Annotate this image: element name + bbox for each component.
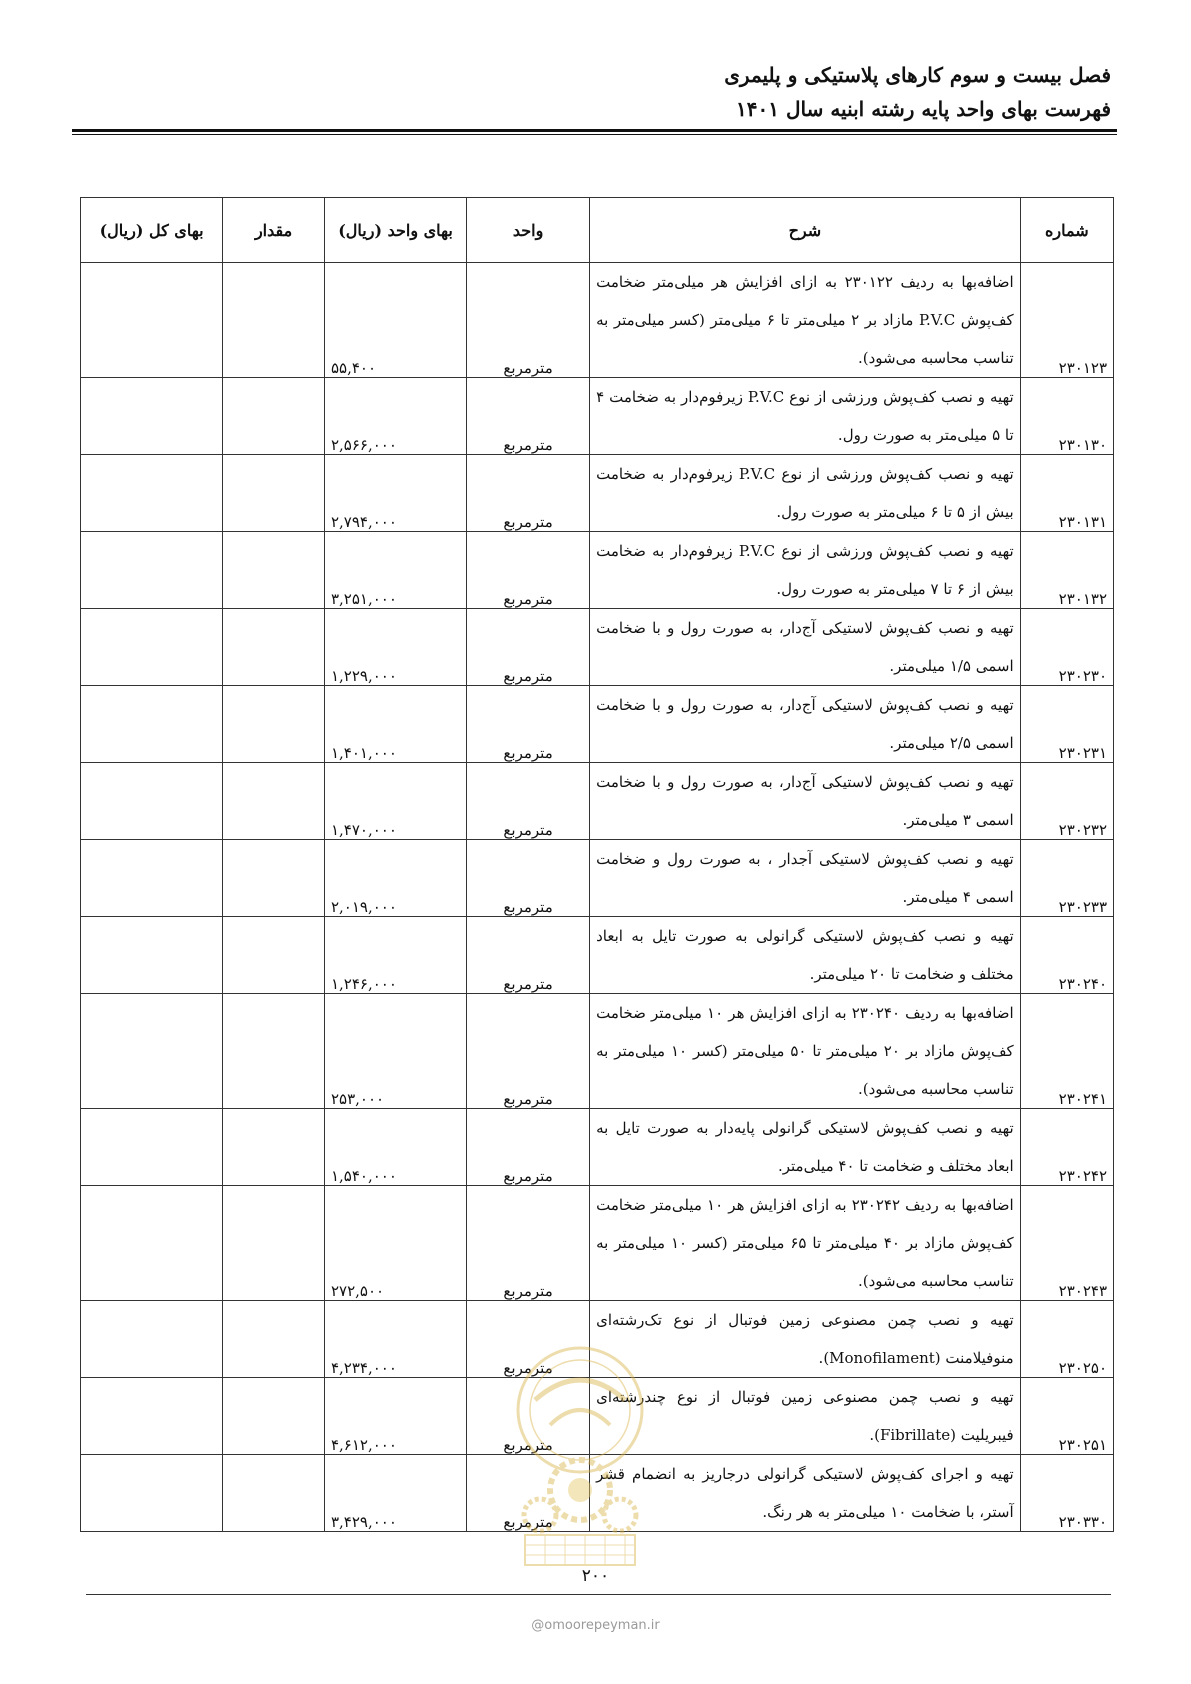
column-header-quantity: مقدار [223, 198, 325, 263]
item-unit: مترمربع [467, 763, 590, 840]
item-description: تهیه و نصب کف‌پوش لاستیکی گرانولی به صورت تایل به ابعاد مختلف و ضخامت تا ۲۰ میلی‌متر. [590, 917, 1021, 994]
item-quantity [223, 763, 325, 840]
header-rule-thin [72, 134, 1117, 135]
item-number: ۲۳۰۲۴۱ [1020, 994, 1113, 1109]
item-unit-price: ۱,۵۴۰,۰۰۰ [324, 1109, 466, 1186]
item-quantity [223, 609, 325, 686]
item-number: ۲۳۰۱۲۳ [1020, 263, 1113, 378]
item-number: ۲۳۰۲۳۲ [1020, 763, 1113, 840]
item-number: ۲۳۰۲۳۳ [1020, 840, 1113, 917]
table-row [81, 1186, 1114, 1301]
item-number: ۲۳۰۲۴۳ [1020, 1186, 1113, 1301]
column-header-description: شرح [590, 198, 1021, 263]
table-row [81, 378, 1114, 455]
table-row [81, 994, 1114, 1109]
item-quantity [223, 917, 325, 994]
item-unit-price: ۴,۲۳۴,۰۰۰ [324, 1301, 466, 1378]
item-description: تهیه و نصب کف‌پوش لاستیکی آج‌دار، به صورت رول و با ضخامت اسمی ۲/۵ میلی‌متر. [590, 686, 1021, 763]
column-header-unit: واحد [467, 198, 590, 263]
price-list-title: فهرست بهای واحد پایه رشته ابنیه سال ۱۴۰۱ [736, 97, 1111, 121]
item-total-price [81, 1186, 223, 1301]
item-unit: مترمربع [467, 378, 590, 455]
item-number: ۲۳۰۲۴۰ [1020, 917, 1113, 994]
item-quantity [223, 994, 325, 1109]
item-description: تهیه و نصب کف‌پوش ورزشی از نوع P.V.C زیرفوم‌دار به ضخامت ۴ تا ۵ میلی‌متر به صورت رول. [590, 378, 1021, 455]
table-row [81, 1109, 1114, 1186]
item-unit: مترمربع [467, 994, 590, 1109]
item-number: ۲۳۰۱۳۱ [1020, 455, 1113, 532]
table-row [81, 840, 1114, 917]
table-row [81, 917, 1114, 994]
item-unit: مترمربع [467, 263, 590, 378]
item-unit-price: ۱,۴۷۰,۰۰۰ [324, 763, 466, 840]
item-description: اضافه‌بها به ردیف ۲۳۰۲۴۲ به ازای افزایش هر ۱۰ میلی‌متر ضخامت کف‌پوش مازاد بر ۴۰ میلی‌متر تا ۶۵ میلی‌متر (کسر ۱۰ میلی‌متر به تناسب محاسبه می‌شود). [590, 1186, 1021, 1301]
item-total-price [81, 917, 223, 994]
item-total-price [81, 378, 223, 455]
item-unit: مترمربع [467, 840, 590, 917]
item-unit: مترمربع [467, 609, 590, 686]
item-quantity [223, 378, 325, 455]
item-quantity [223, 686, 325, 763]
item-unit: مترمربع [467, 532, 590, 609]
table-row [81, 455, 1114, 532]
item-number: ۲۳۰۲۳۰ [1020, 609, 1113, 686]
item-unit-price: ۲۵۳,۰۰۰ [324, 994, 466, 1109]
item-total-price [81, 1378, 223, 1455]
item-unit: مترمربع [467, 686, 590, 763]
item-quantity [223, 532, 325, 609]
item-quantity [223, 1455, 325, 1532]
item-unit: مترمربع [467, 917, 590, 994]
item-description: تهیه و نصب کف‌پوش لاستیکی آج‌دار، به صورت رول و با ضخامت اسمی ۱/۵ میلی‌متر. [590, 609, 1021, 686]
item-total-price [81, 1109, 223, 1186]
header-rule-thick [72, 129, 1117, 132]
item-total-price [81, 455, 223, 532]
item-unit-price: ۲,۷۹۴,۰۰۰ [324, 455, 466, 532]
table-row [81, 532, 1114, 609]
item-number: ۲۳۰۱۳۰ [1020, 378, 1113, 455]
item-quantity [223, 1301, 325, 1378]
item-description: تهیه و نصب کف‌پوش لاستیکی آج‌دار، به صورت رول و با ضخامت اسمی ۳ میلی‌متر. [590, 763, 1021, 840]
item-description: تهیه و نصب کف‌پوش ورزشی از نوع P.V.C زیرفوم‌دار به ضخامت بیش از ۵ تا ۶ میلی‌متر به صورت رول. [590, 455, 1021, 532]
item-unit-price: ۲۷۲,۵۰۰ [324, 1186, 466, 1301]
item-number: ۲۳۰۳۳۰ [1020, 1455, 1113, 1532]
footer-rule [86, 1594, 1111, 1595]
page-number: ۲۰۰ [581, 1566, 610, 1586]
item-total-price [81, 763, 223, 840]
item-quantity [223, 1378, 325, 1455]
item-total-price [81, 532, 223, 609]
page-header [72, 58, 1117, 126]
item-total-price [81, 1301, 223, 1378]
item-description: تهیه و نصب چمن مصنوعی زمین فوتبال از نوع تک‌رشته‌ای منوفیلامنت (Monofilament). [590, 1301, 1021, 1378]
price-table [80, 197, 1114, 1532]
item-unit: مترمربع [467, 1301, 590, 1378]
item-description: تهیه و اجرای کف‌پوش لاستیکی گرانولی درجاریز به انضمام قشر آستر، با ضخامت ۱۰ میلی‌متر به هر رنگ. [590, 1455, 1021, 1532]
item-unit-price: ۲,۰۱۹,۰۰۰ [324, 840, 466, 917]
table-row [81, 263, 1114, 378]
item-total-price [81, 686, 223, 763]
item-unit: مترمربع [467, 1186, 590, 1301]
item-description: تهیه و نصب کف‌پوش ورزشی از نوع P.V.C زیرفوم‌دار به ضخامت بیش از ۶ تا ۷ میلی‌متر به صورت رول. [590, 532, 1021, 609]
item-unit-price: ۵۵,۴۰۰ [324, 263, 466, 378]
item-quantity [223, 1186, 325, 1301]
item-unit-price: ۱,۲۴۶,۰۰۰ [324, 917, 466, 994]
table-row [81, 763, 1114, 840]
item-unit: مترمربع [467, 455, 590, 532]
table-row [81, 686, 1114, 763]
item-quantity [223, 840, 325, 917]
column-header-number: شماره [1020, 198, 1113, 263]
website-watermark: @omoorepeyman.ir [531, 1618, 660, 1633]
item-number: ۲۳۰۲۳۱ [1020, 686, 1113, 763]
item-quantity [223, 1109, 325, 1186]
table-header-row [81, 198, 1114, 263]
table-row [81, 609, 1114, 686]
item-number: ۲۳۰۲۴۲ [1020, 1109, 1113, 1186]
item-total-price [81, 1455, 223, 1532]
chapter-title: فصل بیست و سوم کارهای پلاستیکی و پلیمری [724, 63, 1111, 87]
item-total-price [81, 840, 223, 917]
item-unit-price: ۳,۴۲۹,۰۰۰ [324, 1455, 466, 1532]
item-unit: مترمربع [467, 1109, 590, 1186]
item-quantity [223, 263, 325, 378]
item-quantity [223, 455, 325, 532]
item-total-price [81, 994, 223, 1109]
item-description: اضافه‌بها به ردیف ۲۳۰۲۴۰ به ازای افزایش هر ۱۰ میلی‌متر ضخامت کف‌پوش مازاد بر ۲۰ میلی‌متر تا ۵۰ میلی‌متر (کسر ۱۰ میلی‌متر به تناسب محاسبه می‌شود). [590, 994, 1021, 1109]
item-number: ۲۳۰۲۵۰ [1020, 1301, 1113, 1378]
item-unit-price: ۲,۵۶۶,۰۰۰ [324, 378, 466, 455]
item-number: ۲۳۰۲۵۱ [1020, 1378, 1113, 1455]
item-description: تهیه و نصب کف‌پوش لاستیکی گرانولی پایه‌دار به صورت تایل به ابعاد مختلف و ضخامت تا ۴۰ میلی‌متر. [590, 1109, 1021, 1186]
item-description: تهیه و نصب کف‌پوش لاستیکی آجدار ، به صورت رول و ضخامت اسمی ۴ میلی‌متر. [590, 840, 1021, 917]
item-number: ۲۳۰۱۳۲ [1020, 532, 1113, 609]
item-description: اضافه‌بها به ردیف ۲۳۰۱۲۲ به ازای افزایش هر میلی‌متر ضخامت کف‌پوش P.V.C مازاد بر ۲ میلی‌متر تا ۶ میلی‌متر (کسر میلی‌متر به تناسب محاسبه می‌شود). [590, 263, 1021, 378]
item-unit-price: ۳,۲۵۱,۰۰۰ [324, 532, 466, 609]
item-description: تهیه و نصب چمن مصنوعی زمین فوتبال از نوع چندرشته‌ای فیبریلیت (Fibrillate). [590, 1378, 1021, 1455]
item-unit-price: ۱,۲۲۹,۰۰۰ [324, 609, 466, 686]
item-total-price [81, 609, 223, 686]
item-unit-price: ۴,۶۱۲,۰۰۰ [324, 1378, 466, 1455]
item-unit: مترمربع [467, 1455, 590, 1532]
item-unit: مترمربع [467, 1378, 590, 1455]
column-header-total-price: بهای کل (ریال) [81, 198, 223, 263]
item-total-price [81, 263, 223, 378]
column-header-unit-price: بهای واحد (ریال) [324, 198, 466, 263]
item-unit-price: ۱,۴۰۱,۰۰۰ [324, 686, 466, 763]
publisher-logo-watermark [495, 1340, 665, 1570]
